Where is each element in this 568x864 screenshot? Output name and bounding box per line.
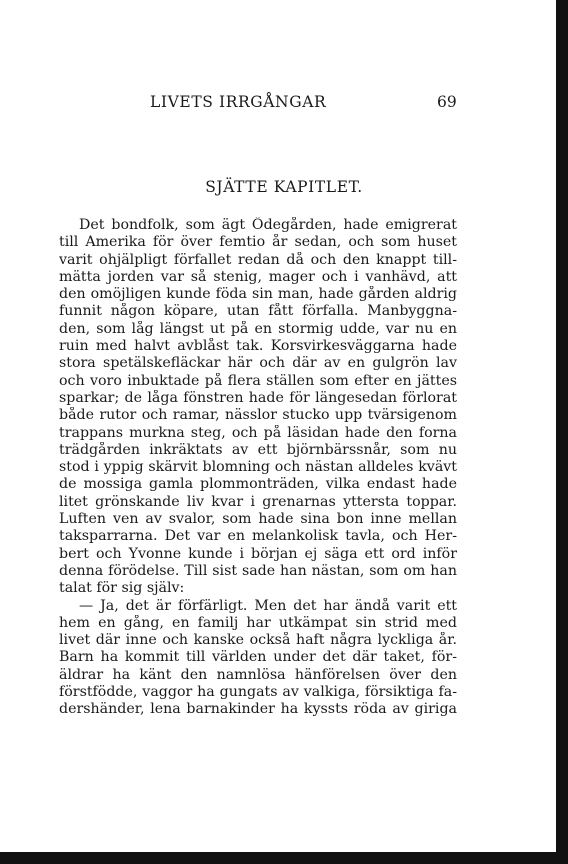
text-line: stora spetälskefläckar här och där av en gulgrön lav xyxy=(59,355,457,372)
text-line: hem en gång, en familj har utkämpat sin strid med xyxy=(59,614,457,631)
text-line: trädgården inkräktats av ett björnbärssnår, som nu xyxy=(59,441,457,458)
text-line: Luften ven av svalor, som hade sina bon inne mellan xyxy=(59,511,457,528)
text-line: bert och Yvonne kunde i början ej säga ett ord inför xyxy=(59,545,457,562)
text-line: talat för sig själv: xyxy=(59,580,185,597)
text-line: stod i yppig skärvit blomning och nästan alldeles kvävt xyxy=(59,459,457,476)
text-line: mätta jorden var så stenig, mager och i vanhävd, att xyxy=(59,268,457,285)
text-line: Det bondfolk, som ägt Ödegården, hade emigrerat xyxy=(79,217,457,233)
scan-edge-right xyxy=(556,0,568,864)
page-number: 69 xyxy=(437,93,457,111)
text-line: Barn ha kommit till världen under det där taket, för- xyxy=(59,649,457,666)
text-line: både rutor och ramar, nässlor stucko upp tvärsigenom xyxy=(59,407,457,424)
text-line: förstfödde, vaggor ha gungats av valkiga, försiktiga fa- xyxy=(59,684,457,701)
text-line: trappans murkna steg, och på läsidan hade den forna xyxy=(59,424,457,441)
text-line: dershänder, lena barnakinder ha kyssts röda av giriga xyxy=(59,701,457,718)
text-line: sparkar; de låga fönstren hade för längesedan förlorat xyxy=(59,389,457,406)
text-line: litet grönskande liv kvar i grenarnas yttersta toppar. xyxy=(59,493,457,510)
chapter-title: SJÄTTE KAPITLET. xyxy=(205,178,363,196)
text-line: — Ja, det är förfärligt. Men det har ändå varit ett xyxy=(79,597,457,614)
text-line: livet där inne och kanske också haft några lyckliga år. xyxy=(59,632,457,649)
running-head: LIVETS IRRGÅNGAR xyxy=(150,93,327,111)
text-line: de mossiga gamla plommonträden, vilka endast hade xyxy=(59,476,457,493)
text-line: taksparrarna. Det var en melankolisk tavla, och Her- xyxy=(59,528,457,545)
text-line: till Amerika för över femtio år sedan, och som huset xyxy=(59,234,457,251)
text-line: varit ohjälpligt förfallet redan då och den knappt till- xyxy=(59,251,457,268)
text-line: äldrar ha känt den namnlösa hänförelsen över den xyxy=(59,666,457,683)
text-line: den, som låg längst ut på en stormig udde, var nu en xyxy=(59,320,457,337)
scan-edge-bottom xyxy=(0,852,568,864)
text-line: och voro inbuktade på flera ställen som efter en jättes xyxy=(59,372,457,389)
text-line: funnit någon köpare, utan fått förfalla. Manbyggna- xyxy=(59,303,457,320)
text-line: ruin med halvt avblåst tak. Korsvirkesväggarna hade xyxy=(59,338,457,355)
text-line: denna förödelse. Till sist sade han nästan, som om han xyxy=(59,562,457,579)
body-text xyxy=(59,217,457,719)
text-line: den omöjligen kunde föda sin man, hade gården aldrig xyxy=(59,286,457,303)
